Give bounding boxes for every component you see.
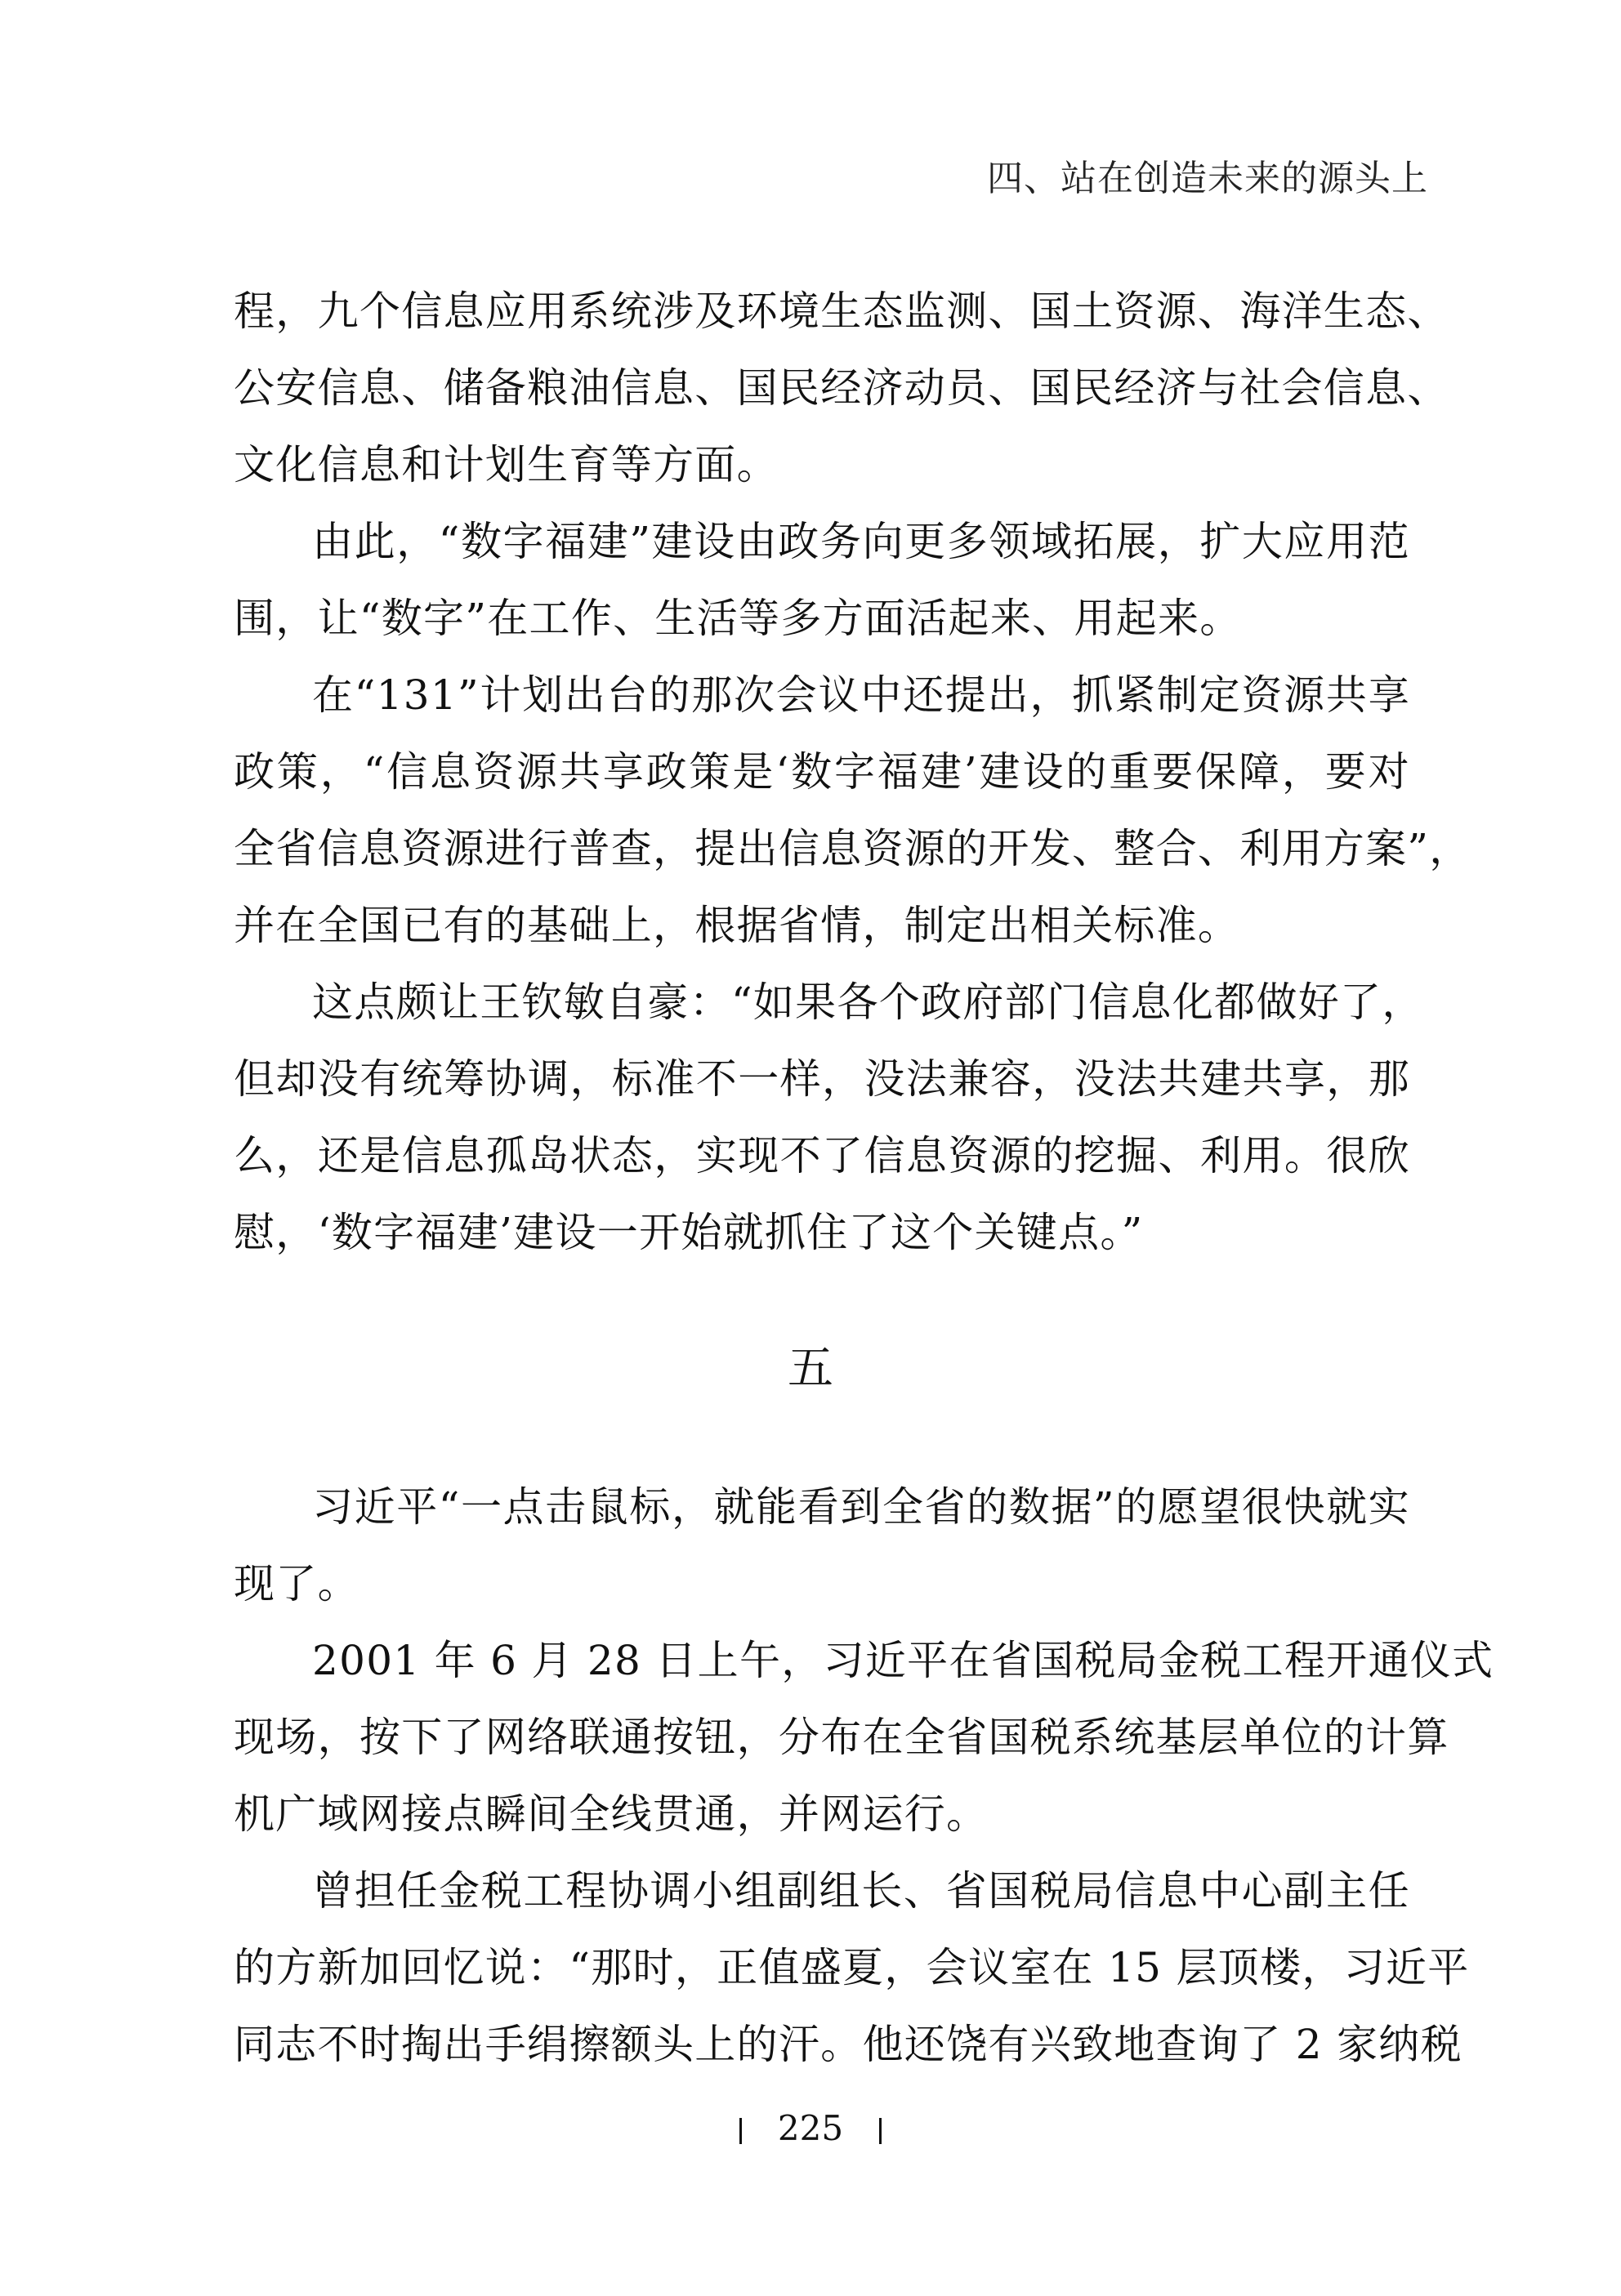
paragraph-2-line-1: 由此，“数字福建”建设由政务向更多领域拓展，扩大应用范 [312, 518, 1410, 565]
paragraph-2-line-2: 围，让“数字”在工作、生活等多方面活起来、用起来。 [234, 595, 1242, 642]
paragraph-4-line-2: 但却没有统筹协调，标准不一样，没法兼容，没法共建共享，那 [234, 1055, 1410, 1103]
page-number-block [0, 2108, 1621, 2148]
page-number-left-rule [739, 2118, 742, 2144]
page-number: 225 [777, 2108, 844, 2148]
paragraph-1-line-1: 程，九个信息应用系统涉及环境生态监测、国土资源、海洋生态、 [234, 288, 1449, 335]
paragraph-1-line-3: 文化信息和计划生育等方面。 [234, 441, 779, 488]
paragraph-1-line-2: 公安信息、储备粮油信息、国民经济动员、国民经济与社会信息、 [234, 364, 1449, 412]
paragraph-6-line-3: 机广域网接点瞬间全线贯通，并网运行。 [234, 1790, 989, 1838]
paragraph-6-line-1: 2001 年 6 月 28 日上午，习近平在省国税局金税工程开通仪式 [312, 1637, 1494, 1684]
paragraph-3-line-1: 在“131”计划出台的那次会议中还提出，抓紧制定资源共享 [312, 671, 1410, 719]
running-head: 四、站在创造未来的源头上 [987, 158, 1428, 199]
paragraph-6-line-2: 现场，按下了网络联通按钮，分布在全省国税系统基层单位的计算 [234, 1714, 1449, 1761]
paragraph-5-line-1: 习近平“一点击鼠标，就能看到全省的数据”的愿望很快就实 [312, 1483, 1410, 1531]
paragraph-5-line-2: 现了。 [234, 1560, 359, 1607]
paragraph-4-line-4: 慰，‘数字福建’建设一开始就抓住了这个关键点。” [234, 1209, 1144, 1256]
page-number-right-rule [879, 2118, 882, 2144]
paragraph-4-line-1: 这点颇让王钦敏自豪：“如果各个政府部门信息化都做好了， [312, 979, 1424, 1026]
paragraph-7-line-1: 曾担任金税工程协调小组副组长、省国税局信息中心副主任 [312, 1867, 1410, 1915]
paragraph-4-line-3: 么，还是信息孤岛状态，实现不了信息资源的挖掘、利用。很欣 [234, 1132, 1410, 1179]
paragraph-7-line-3: 同志不时掏出手绢擦额头上的汗。他还饶有兴致地查询了 2 家纳税 [234, 2021, 1462, 2068]
paragraph-3-line-3: 全省信息资源进行普查，提出信息资源的开发、整合、利用方案”， [234, 825, 1471, 872]
paragraph-3-line-4: 并在全国已有的基础上，根据省情，制定出相关标准。 [234, 902, 1240, 949]
section-title: 五 [788, 1342, 833, 1395]
paragraph-7-line-2: 的方新加回忆说：“那时，正值盛夏，会议室在 15 层顶楼，习近平 [234, 1944, 1470, 1991]
paragraph-3-line-2: 政策，“信息资源共享政策是‘数字福建’建设的重要保障，要对 [234, 748, 1410, 796]
